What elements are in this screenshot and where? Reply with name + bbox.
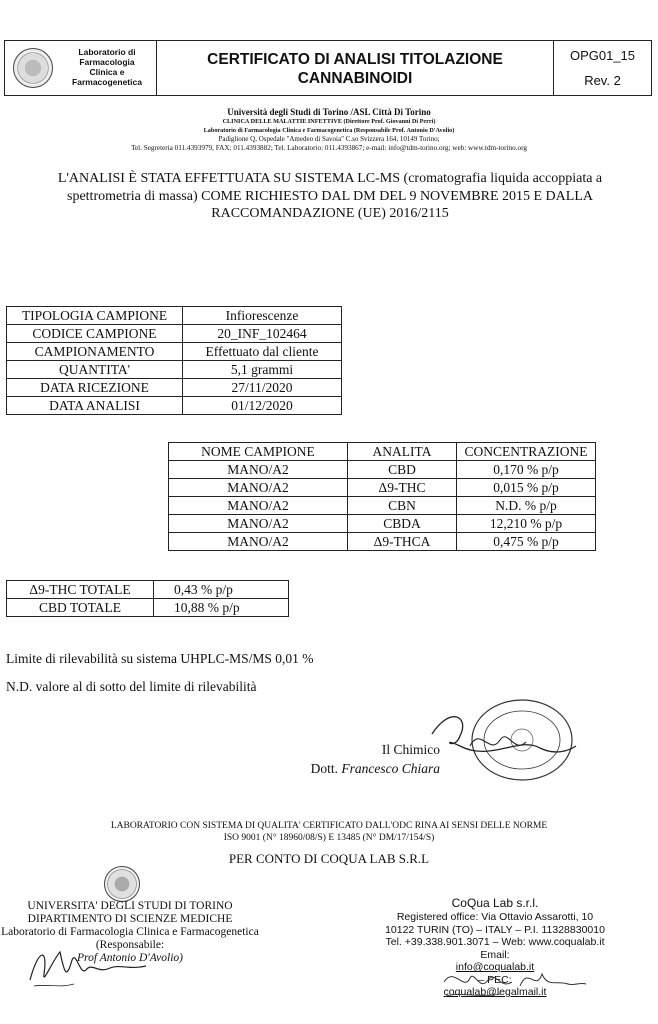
concentration-cell: 0,015 % p/p (457, 479, 596, 497)
column-header: CONCENTRAZIONE (457, 443, 596, 461)
institution-contacts: Tel. Segreteria 011.4393979, FAX: 011.4393882; Tel. Laboratorio: 011.4393867; e-mail: info@tdm-torino.org; web: www.tdm-torino.org (131, 143, 527, 152)
coqua-footer: CoQua Lab s.r.l. Registered office: Via Ottavio Assarotti, 10 10122 TURIN (TO) – ITALY – P.I. 11328830010 Tel. +39.338.901.3071 – Web: www.coqualab.it Email: info@coqualab.it – PEC: coqualab@legalmail.it (330, 896, 658, 999)
sample-info-value: 01/12/2020 (183, 397, 342, 415)
institution-address: Padiglione Q, Ospedale "Amedeo di Savoia" C.so Svizzera 164, 10149 Torino; (218, 135, 440, 144)
title-cell (157, 41, 554, 95)
institution-name: Università degli Studi di Torino /ASL Città Di Torino (227, 107, 431, 117)
sample-info-table (6, 306, 342, 415)
concentration-cell: 12,210 % p/p (457, 515, 596, 533)
sample-info-label: CODICE CAMPIONE (7, 325, 183, 343)
column-header: ANALITA (348, 443, 457, 461)
chemist-name-line: Dott. Francesco Chiara (310, 761, 440, 776)
table-row (7, 343, 342, 361)
concentration-cell: 0,475 % p/p (457, 533, 596, 551)
results-header-row (169, 443, 596, 461)
certificate-title: CERTIFICATO DI ANALISI TITOLAZIONE CANNABINOIDI (207, 51, 503, 87)
concentration-cell: 0,170 % p/p (457, 461, 596, 479)
column-header: NOME CAMPIONE (169, 443, 348, 461)
table-row (7, 379, 342, 397)
analyte-cell: Δ9-THC (348, 479, 457, 497)
sample-info-value: Effettuato dal cliente (183, 343, 342, 361)
nd-definition-note: N.D. valore al di sotto del limite di rilevabilità (6, 679, 257, 694)
email-link[interactable]: info@coqualab.it (455, 961, 535, 973)
table-row (7, 307, 342, 325)
clinic-name: CLINICA DELLE MALATTIE INFETTIVE (Direttore Prof. Giovanni Di Perri) (222, 118, 436, 125)
table-row (7, 397, 342, 415)
university-footer: UNIVERSITA' DEGLI STUDI DI TORINO DIPARTIMENTO DI SCIENZE MEDICHE Laboratorio di Farmacologia Clinica e Farmacogenetica (Responsabile: Prof Antonio D'Avolio) (1, 900, 259, 964)
document-code: OPG01_15 (569, 48, 636, 63)
university-seal-icon (13, 48, 53, 88)
sample-name-cell: MANO/A2 (169, 461, 348, 479)
table-row (169, 497, 596, 515)
total-value: 10,88 % p/p (154, 599, 289, 617)
lab-full-name: Laboratorio di Farmacologia Clinica e Farmacogenetica (Responsabile Prof. Antonio D'Avolio) (203, 126, 455, 134)
table-row (7, 599, 289, 617)
detection-limit-note: Limite di rilevabilità su sistema UHPLC-MS/MS 0,01 % (6, 651, 314, 666)
on-behalf-of: PER CONTO DI COQUA LAB S.R.L (228, 851, 430, 866)
sample-name-cell: MANO/A2 (169, 479, 348, 497)
total-value: 0,43 % p/p (154, 581, 289, 599)
sample-info-label: TIPOLOGIA CAMPIONE (7, 307, 183, 325)
institution-block (0, 107, 658, 152)
sample-name-cell: MANO/A2 (169, 533, 348, 551)
pec-link[interactable]: coqualab@legalmail.it (443, 986, 547, 998)
sample-info-value: 20_INF_102464 (183, 325, 342, 343)
sample-info-value: 5,1 grammi (183, 361, 342, 379)
chemist-role: Il Chimico (381, 742, 440, 757)
analyte-cell: Δ9-THCA (348, 533, 457, 551)
handwritten-signature-icon (440, 962, 590, 1002)
university-seal-icon (104, 866, 140, 902)
table-row (169, 479, 596, 497)
totals-table (6, 580, 289, 617)
analyte-cell: CBD (348, 461, 457, 479)
lab-name: Laboratorio di Farmacologia Clinica e Farmacogenetica (72, 47, 142, 87)
table-row (169, 515, 596, 533)
sample-name-cell: MANO/A2 (169, 515, 348, 533)
handwritten-signature-icon (20, 940, 170, 990)
sample-info-label: CAMPIONAMENTO (7, 343, 183, 361)
analyte-cell: CBN (348, 497, 457, 515)
table-row (169, 461, 596, 479)
sample-info-label: DATA ANALISI (7, 397, 183, 415)
table-row (7, 361, 342, 379)
code-cell (554, 41, 651, 95)
analyte-cell: CBDA (348, 515, 457, 533)
sample-info-label: QUANTITA' (7, 361, 183, 379)
quality-certification: LABORATORIO CON SISTEMA DI QUALITA' CERTIFICATO DALL'ODC RINA AI SENSI DELLE NORME ISO 9001 (N° 18960/08/S) E 13485 (N° DM/17/154/S) (110, 821, 548, 843)
lab-logo-cell (5, 41, 157, 95)
table-row (7, 581, 289, 599)
table-row (7, 325, 342, 343)
concentration-cell: N.D. % p/p (457, 497, 596, 515)
document-header (4, 40, 652, 96)
results-table (168, 442, 596, 551)
revision-label: Rev. 2 (584, 73, 621, 88)
analysis-method-statement: L'ANALISI È STATA EFFETTUATA SU SISTEMA LC-MS (cromatografia liquida accoppiata a spettrometria di massa) COME RICHIESTO DAL DM DEL 9 NOVEMBRE 2015 E DALLA RACCOMANDAZIONE (UE) 2016/2115 (57, 171, 603, 221)
sample-info-label: DATA RICEZIONE (7, 379, 183, 397)
chemist-name: Francesco Chiara (341, 761, 440, 776)
sample-info-value: 27/11/2020 (183, 379, 342, 397)
chemist-stamp-icon (430, 696, 578, 796)
sample-name-cell: MANO/A2 (169, 497, 348, 515)
company-name: CoQua Lab s.r.l. (451, 896, 539, 910)
sample-info-value: Infiorescenze (183, 307, 342, 325)
total-label: Δ9-THC TOTALE (7, 581, 154, 599)
total-label: CBD TOTALE (7, 599, 154, 617)
table-row (169, 533, 596, 551)
chemist-signature-block (300, 740, 440, 778)
